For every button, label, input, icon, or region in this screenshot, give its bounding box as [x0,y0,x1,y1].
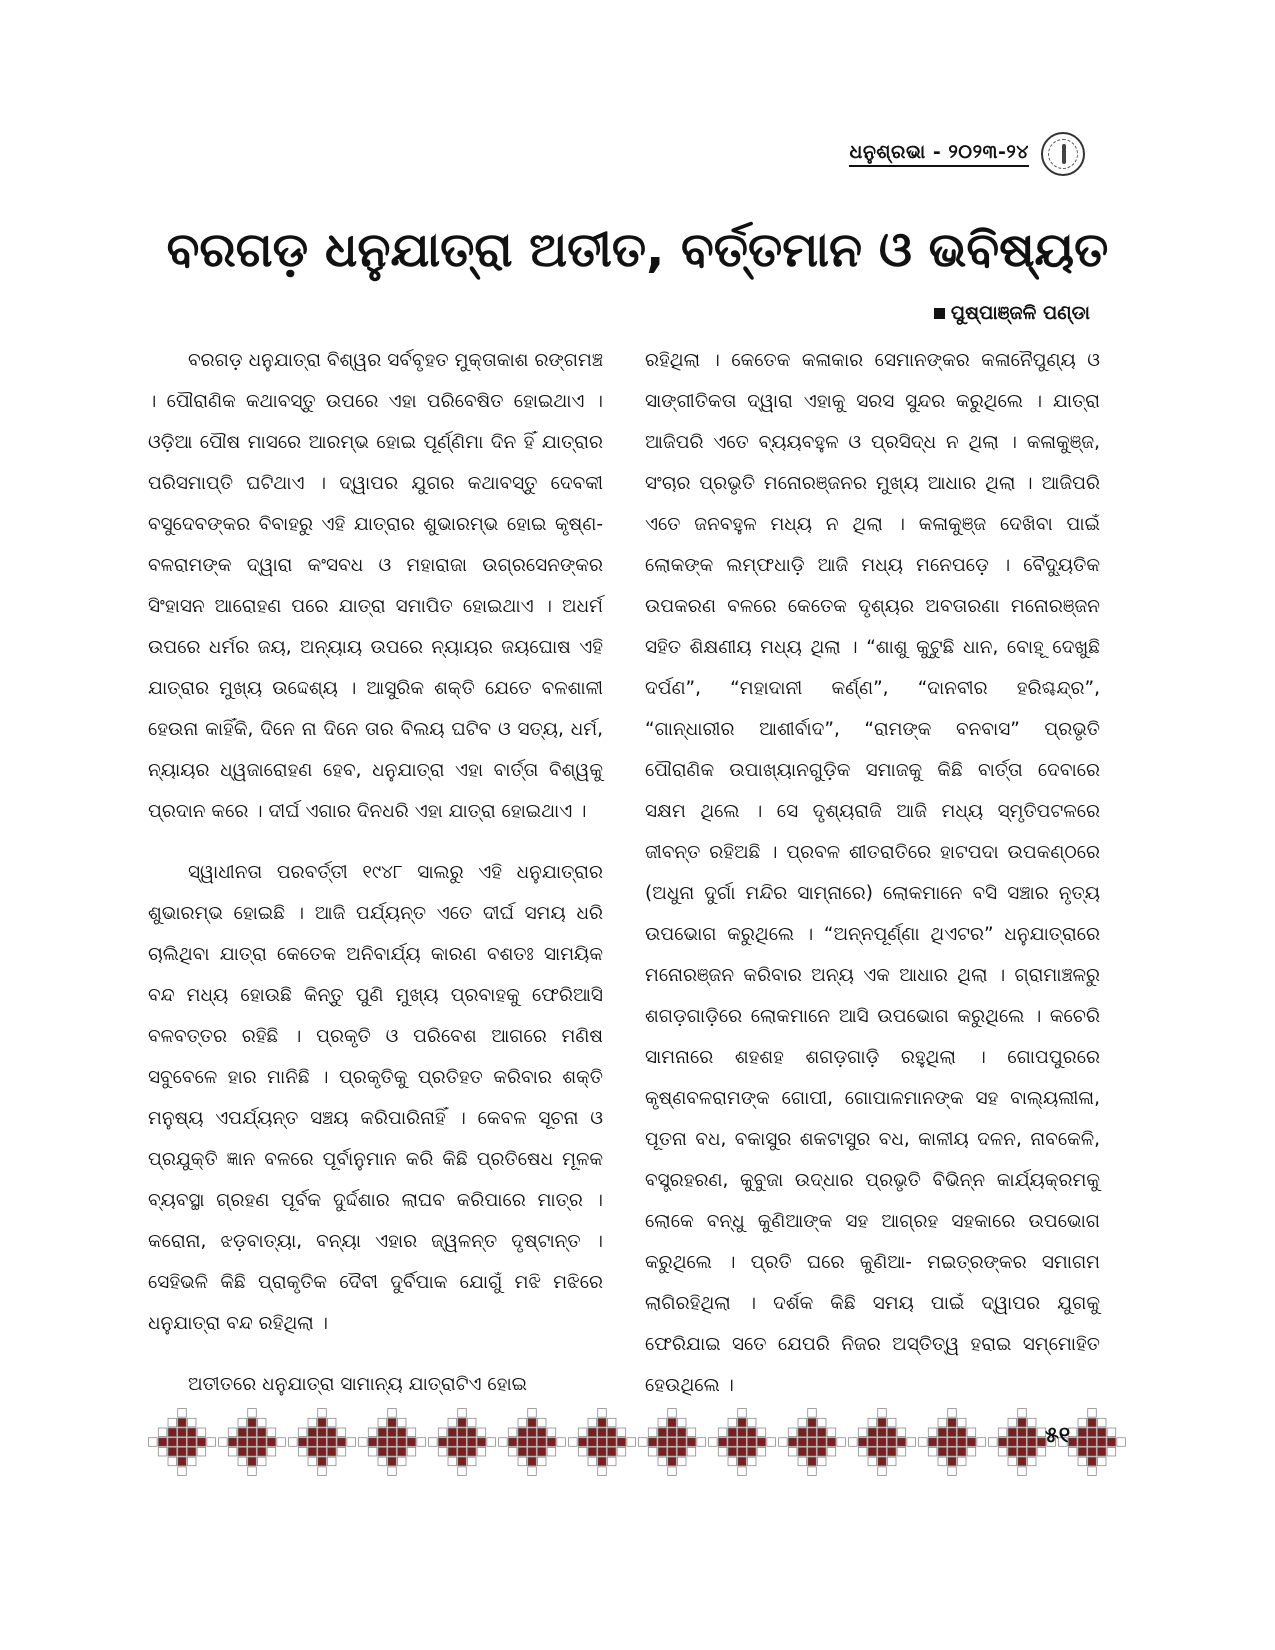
lattice-motif-icon [358,1408,426,1476]
paragraph: ସ୍ୱାଧୀନତା ପରବର୍ତ୍ତୀ ୧୯୪୮ ସାଲରୁ ଏହି ଧନୁଯାତ୍ରାର ଶୁଭାରମ୍ଭ ହୋଇଛି । ଆଜି ପର୍ଯ୍ୟନ୍ତ ଏତେ ଦୀର୍ଘ ସମୟ ଧରି ଚାଲିଥିବା ଯାତ୍ରା କେତେକ ଅନିବାର୍ଯ୍ୟ କାରଣ ବଶତଃ ସାମୟିକ ବନ୍ଦ ମଧ୍ୟ ହୋଉଛି କିନ୍ତୁ ପୁଣି ମୁଖ୍ୟ ପ୍ରବାହକୁ ଫେରିଆସି ବଳବତ୍ତର ରହିଛି । ପ୍ରକୃତି ଓ ପରିବେଶ ଆଗରେ ମଣିଷ ସବୁବେଳେ ହାର ମାନିଛି । ପ୍ରକୃତିକୁ ପ୍ରତିହତ କରିବାର ଶକ୍ତି ମନୁଷ୍ୟ ଏପର୍ଯ୍ୟନ୍ତ ସଞ୍ଚୟ କରିପାରିନାହିଁ । କେବଳ ସୂଚନା ଓ ପ୍ରଯୁକ୍ତି ଜ୍ଞାନ ବଳରେ ପୂର୍ବାନୁମାନ କରି କିଛି ପ୍ରତିଷେଧ ମୂଳକ ବ୍ୟବସ୍ଥା ଗ୍ରହଣ ପୂର୍ବକ ଦୁର୍ଦ୍ଦଶାର ଲାଘବ କରିପାରେ ମାତ୍ର । କରୋନା, ଝଡ଼ବାତ୍ୟା, ବନ୍ୟା ଏହାର ଜ୍ୱଳନ୍ତ ଦୃଷ୍ଟାନ୍ତ । ସେହିଭଳି କିଛି ପ୍ରାକୃତିକ ଦୈବୀ ଦୁର୍ବିପାକ ଯୋଗୁଁ ମଝି ମଝିରେ ଧନୁଯାତ୍ରା ବନ୍ଦ ରହିଥିଲା । [148,862,603,1334]
lattice-motif-icon [218,1408,286,1476]
lattice-motif-icon [918,1408,986,1476]
lattice-motif-icon [288,1408,356,1476]
running-header [849,132,1085,176]
journal-title: ଧନୁଶ୍ରଭା - ୨୦୨୩-୨୪ [849,141,1029,167]
seal-icon [1041,132,1085,176]
lattice-motif-icon [778,1408,846,1476]
paragraph: ରହିଥିଲା । କେତେକ କଳାକାର ସେମାନଙ୍କର କଳାନୈପୁଣ୍ୟ ଓ ସାଙ୍ଗୀତିକତା ଦ୍ୱାରା ଏହାକୁ ସରସ ସୁନ୍ଦର କରୁଥିଲେ । ଯାତ୍ରା ଆଜିପରି ଏତେ ବ୍ୟୟବହୁଳ ଓ ପ୍ରସିଦ୍ଧ ନ ଥିଲା । କଳାକୁଞ୍ଜ, ସଂଚାର ପ୍ରଭୃତି ମନୋରଞ୍ଜନର ମୁଖ୍ୟ ଆଧାର ଥିଲା । ଆଜିପରି ଏତେ ଜନବହୁଳ ମଧ୍ୟ ନ ଥିଲା । କଳାକୁଞ୍ଜ ଦେଖିବା ପାଇଁ ଲୋକଙ୍କ ଲମ୍ଫଧାଡ଼ି ଆଜି ମଧ୍ୟ ମନେପଡ଼େ । ବୈଦ୍ୟୁତିକ ଉପକରଣ ବଳରେ କେତେକ ଦୃଶ୍ୟର ଅବତାରଣା ମନୋରଞ୍ଜନ ସହିତ ଶିକ୍ଷଣୀୟ ମଧ୍ୟ ଥିଲା । “ଶାଶୁ କୁଟୁଛି ଧାନ, ବୋହୂ ଦେଖୁଛି ଦର୍ପଣ”, “ମହାଦାନୀ କର୍ଣ୍ଣ”, “ଦାନବୀର ହରିଶ୍ଚନ୍ଦ୍ର”, “ଗାନ୍ଧାରୀର ଆଶୀର୍ବାଦ”, “ରାମଙ୍କ ବନବାସ” ପ୍ରଭୃତି ପୌରାଣିକ ଉପାଖ୍ୟାନଗୁଡ଼ିକ ସମାଜକୁ କିଛି ବାର୍ତ୍ତା ଦେବାରେ ସକ୍ଷମ ଥିଲେ । ସେ ଦୃଶ୍ୟରାଜି ଆଜି ମଧ୍ୟ ସ୍ମୃତିପଟଳରେ ଜୀବନ୍ତ ରହିଅଛି । ପ୍ରବଳ ଶୀତରାତିରେ ହାଟପଦା ଉପକଣ୍ଠରେ (ଅଧୁନା ଦୁର୍ଗା ମନ୍ଦିର ସାମ୍ନାରେ) ଲୋକମାନେ ବସି ସଞ୍ଚାର ନୃତ୍ୟ ଉପଭୋଗ କରୁଥିଲେ । “ଅନ୍ନପୂର୍ଣ୍ଣା ଥିଏଟର” ଧନୁଯାତ୍ରାରେ ମନୋରଞ୍ଜନ କରିବାର ଅନ୍ୟ ଏକ ଆଧାର ଥିଲା । ଗ୍ରାମାଞ୍ଚଳରୁ ଶଗଡ଼ଗାଡ଼ିରେ ଲୋକମାନେ ଆସି ଉପଭୋଗ କରୁଥିଲେ । କଚେରି ସାମନାରେ ଶହଶହ ଶଗଡ଼ଗାଡ଼ି ରହୁଥିଲା । ଗୋପପୁରରେ କୃଷ୍ଣବଳରାମଙ୍କ ଗୋପୀ, ଗୋପାଳମାନଙ୍କ ସହ ବାଲ୍ୟଲୀଳା, ପୂତନା ବଧ, ବକାସୁର ଶକଟାସୁର ବଧ, କାଳୀୟ ଦଳନ, ନାବକେଳି, ବସ୍ତ୍ରହରଣ, କୁବୁଜା ଉଦ୍ଧାର ପ୍ରଭୃତି ବିଭିନ୍ନ କାର୍ଯ୍ୟକ୍ରମକୁ ଲୋକେ ବନ୍ଧୁ କୁଣିଆଙ୍କ ସହ ଆଗ୍ରହ ସହକାରେ ଉପଭୋଗ କରୁଥିଲେ । ପ୍ରତି ଘରେ କୁଣିଆ- ମଇତ୍ରଙ୍କର ସମାଗମ ଲାଗିରହିଥିଲା । ଦର୍ଶକ କିଛି ସମୟ ପାଇଁ ଦ୍ୱାପର ଯୁଗକୁ ଫେରିଯାଇ ସତେ ଯେପରି ନିଜର ଅସ୍ତିତ୍ୱ ହରାଇ ସମ୍ମୋହିତ ହେଉଥିଲେ । [645,350,1100,1396]
lattice-motif-icon [148,1408,216,1476]
article-title: ବରଗଡ଼ ଧନୁଯାତ୍ରା ଅତୀତ, ବର୍ତ୍ତମାନ ଓ ଭବିଷ୍ୟତ [166,222,1109,278]
left-column [148,340,603,1425]
lattice-motif-icon [498,1408,566,1476]
lattice-motif-icon [568,1408,636,1476]
lattice-motif-icon [848,1408,916,1476]
right-column [645,340,1100,1426]
page-number: ୫୧ [1045,1423,1071,1448]
article-author: ପୁଷ୍ପାଞ୍ଜଳି ପଣ୍ଡା [934,302,1090,324]
lattice-motif-icon [638,1408,706,1476]
paragraph: ବରଗଡ଼ ଧନୁଯାତ୍ରା ବିଶ୍ୱର ସର୍ବବୃହତ ମୁକ୍ତାକାଶ ରଙ୍ଗମଞ୍ଚ । ପୌରାଣିକ କଥାବସ୍ତୁ ଉପରେ ଏହା ପରିବେଷିତ ହୋଇଥାଏ । ଓଡ଼ିଆ ପୌଷ ମାସରେ ଆରମ୍ଭ ହୋଇ ପୂର୍ଣ୍ଣିମା ଦିନ ହିଁ ଯାତ୍ରାର ପରିସମାପ୍ତି ଘଟିଥାଏ । ଦ୍ୱାପର ଯୁଗର କଥାବସ୍ତୁ ଦେବକୀ ବସୁଦେବଙ୍କର ବିବାହରୁ ଏହି ଯାତ୍ରାର ଶୁଭାରମ୍ଭ ହୋଇ କୃଷ୍ଣ-ବଳରାମଙ୍କ ଦ୍ୱାରା କଂସବଧ ଓ ମହାରାଜା ଉଗ୍ରସେନଙ୍କର ସିଂହାସନ ଆରୋହଣ ପରେ ଯାତ୍ରା ସମାପିତ ହୋଇଥାଏ । ଅଧର୍ମ ଉପରେ ଧର୍ମର ଜୟ, ଅନ୍ୟାୟ ଉପରେ ନ୍ୟାୟର ଜୟଘୋଷ ଏହି ଯାତ୍ରାର ମୁଖ୍ୟ ଉଦ୍ଦେଶ୍ୟ । ଆସୁରିକ ଶକ୍ତି ଯେତେ ବଳଶାଳୀ ହେଉନା କାହିଁକି, ଦିନେ ନା ଦିନେ ତାର ବିଲୟ ଘଟିବ ଓ ସତ୍ୟ, ଧର୍ମ, ନ୍ୟାୟର ଧ୍ୱଜାରୋହଣ ହେବ, ଧନୁଯାତ୍ରା ଏହା ବାର୍ତ୍ତା ବିଶ୍ୱକୁ ପ୍ରଦାନ କରେ । ଦୀର୍ଘ ଏଗାର ଦିନଧରି ଏହା ଯାତ୍ରା ହୋଇଥାଏ । [148,350,603,822]
lattice-motif-icon [428,1408,496,1476]
lattice-motif-icon [708,1408,776,1476]
decorative-border [148,1408,1126,1476]
paragraph: ଅତୀତରେ ଧନୁଯାତ୍ରା ସାମାନ୍ୟ ଯାତ୍ରାଟିଏ ହୋଇ [188,1374,528,1395]
